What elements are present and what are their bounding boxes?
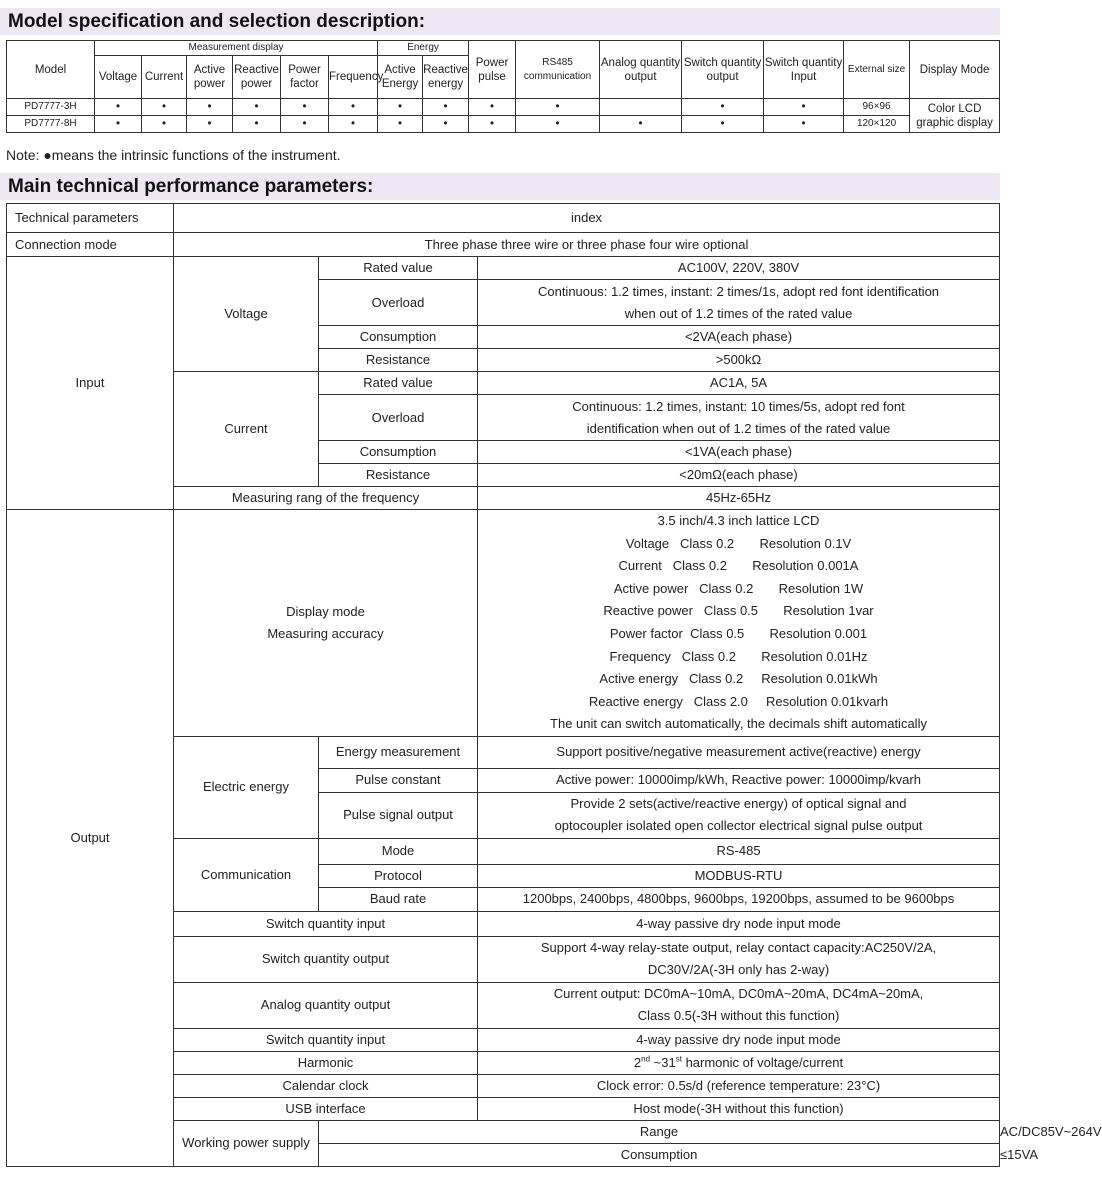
harmonic-part-c: harmonic of voltage/current [681, 1054, 844, 1070]
label-range: Range [319, 1120, 1000, 1143]
label-power-consumption: Consumption [319, 1143, 1000, 1166]
model-spec-table [6, 40, 1000, 133]
model-name: PD7777-8H [7, 116, 95, 133]
label-input: Input [7, 257, 174, 510]
label-energy-measurement: Energy measurement [319, 736, 478, 768]
label-electric-energy: Electric energy [174, 736, 319, 838]
label-switch-input: Switch quantity input [174, 911, 478, 936]
feature-dot: • [423, 116, 469, 133]
value-usb-interface: Host mode(-3H without this function) [478, 1097, 1000, 1120]
feature-dot: • [764, 99, 844, 116]
note-text: Note: ●means the intrinsic functions of the instrument. [6, 147, 341, 163]
label-consumption: Consumption [319, 441, 478, 464]
technical-params-table: Technical parameters index Connection mode Three phase three wire or three phase four wire optional Input Voltage Rated value AC100V, 220V, 380V Overload Continuous: 1.2 times, instant: 2 times/1s, adopt red font identification when out of 1.2 times of the rated value Consumption <2VA(each phase) Resistance >500kΩ Current Rated value AC1A, 5A Overload Continuous: 1.2 times, instant: 10 times/5s, adopt red font identification when out of 1.2 times of the rated value Consumption <1VA(each phase) Resistance <20mΩ(each phase) Measuring rang of the frequency 45Hz-65Hz Output Display mode Measuring accuracy 3.5 inch/4.3 inch lattice LCD Voltage Class 0.2 Resolution 0.1V Current Class 0.2 Resolution 0.001A Active power Class 0.2 Resolution 1W Reactive power Class 0.5 Resolution 1var Power factor Class 0.5 Resolution 0.001 Frequency Class 0.2 Resolution 0.01Hz Active energy Class 0.2 Resolution 0.01kWh Reactive energy Class 2.0 Resolution 0.01kvarh The unit can switch automatically, the decimals shift automatically Electric energy Energy measurement Support positive/negative measurement active(reactive) energy Pulse constant Active power: 10000imp/kWh, Reactive power: 10000imp/kvarh Pulse signal output Provide 2 sets(active/reactive energy) of optical signal and optocoupler isolated open collector electrical signal pulse output Communication Mode RS-485 Protocol MODBUS-RTU Baud rate 1200bps, 2400bps, 4800bps, 9600bps, 19200bps, assumed to be 9600bps Switch quantity input 4-way passive dry node input mode Switch quantity output Support 4-way relay-state output, relay contact capacity:AC250V/2A, DC30V/2A(-3H only has 2-way) Analog quantity output Current output: DC0mA~10mA, DC0mA~20mA, DC4mA~20mA, Class 0.5(-3H without this function) Switch quantity input 4-way passive dry node input mode Harmonic 2nd ~31st harmonic of voltage/current Calendar clock Clock error: 0.5s/d (reference temperature: 23°C) USB interface Host mode(-3H without this function) Working power supply Range AC/DC85V~264V Consumption ≤15VA [6, 203, 1000, 1167]
section-title-model-spec: Model specification and selection description: [0, 8, 1000, 35]
label-overload: Overload [319, 395, 478, 441]
feature-dot: • [682, 99, 764, 116]
feature-dot: • [233, 99, 281, 116]
feature-dot: • [516, 99, 600, 116]
label-resistance: Resistance [319, 464, 478, 487]
feature-dot: • [469, 116, 516, 133]
current-overload-line2: identification when out of 1.2 times of the rated value [586, 420, 891, 436]
label-rated-value: Rated value [319, 257, 478, 280]
voltage-overload-line2: when out of 1.2 times of the rated value [624, 305, 853, 321]
value-current-consumption: <1VA(each phase) [478, 441, 1000, 464]
label-resistance: Resistance [319, 349, 478, 372]
value-switch-input-2: 4-way passive dry node input mode [478, 1028, 1000, 1051]
header-energy: Energy [378, 41, 469, 56]
switch-output-line1: Support 4-way relay-state output, relay contact capacity:AC250V/2A, [540, 940, 937, 956]
value-voltage-consumption: <2VA(each phase) [478, 326, 1000, 349]
accuracy-line: Voltage Class 0.2 Resolution 0.1V [625, 535, 852, 551]
display-mode-value: Color LCD graphic display [910, 99, 1000, 133]
feature-dot: • [423, 99, 469, 116]
harmonic-part-b: ~31 [650, 1054, 676, 1070]
feature-dot: • [233, 116, 281, 133]
feature-dot: • [187, 116, 233, 133]
analog-output-line2: Class 0.5(-3H without this function) [637, 1008, 840, 1024]
label-switch-output: Switch quantity output [174, 936, 478, 982]
header-voltage: Voltage [95, 56, 142, 99]
value-harmonic [478, 1051, 1000, 1074]
label-rated-value: Rated value [319, 372, 478, 395]
label-working-power-supply: Working power supply [174, 1120, 319, 1166]
header-switch-input: Switch quantity Input [764, 41, 844, 99]
accuracy-line: 3.5 inch/4.3 inch lattice LCD [657, 513, 820, 528]
header-power-factor: Power factor [281, 56, 329, 99]
value-current-resistance: <20mΩ(each phase) [478, 464, 1000, 487]
feature-dot: • [378, 99, 423, 116]
value-calendar-clock: Clock error: 0.5s/d (reference temperature: 23°C) [478, 1074, 1000, 1097]
feature-dot: • [378, 116, 423, 133]
header-external-size: External size [844, 41, 910, 99]
table-row [7, 99, 1000, 116]
header-active-energy: Active Energy [378, 56, 423, 99]
header-model: Model [7, 41, 95, 99]
header-reactive-energy: Reactive energy [423, 56, 469, 99]
value-accuracy-list [478, 510, 1000, 737]
value-mode: RS-485 [478, 838, 1000, 864]
label-switch-input-2: Switch quantity input [174, 1028, 478, 1051]
value-protocol: MODBUS-RTU [478, 864, 1000, 887]
accuracy-line: Power factor Class 0.5 Resolution 0.001 [609, 625, 868, 641]
label-protocol: Protocol [319, 864, 478, 887]
current-overload-line1: Continuous: 1.2 times, instant: 10 times/5s, adopt red font [572, 398, 905, 414]
label-display-accuracy [174, 510, 478, 737]
accuracy-line: Active power Class 0.2 Resolution 1W [613, 580, 864, 596]
accuracy-line: Frequency Class 0.2 Resolution 0.01Hz [609, 648, 868, 664]
header-frequency: Frequency [329, 56, 378, 99]
header-switch-output: Switch quantity output [682, 41, 764, 99]
feature-dot: • [281, 99, 329, 116]
header-display-mode: Display Mode [910, 41, 1000, 99]
accuracy-line: The unit can switch automatically, the decimals shift automatically [550, 716, 927, 732]
feature-dot: • [187, 99, 233, 116]
value-pulse-signal-output [478, 792, 1000, 838]
label-calendar-clock: Calendar clock [174, 1074, 478, 1097]
label-mode: Mode [319, 838, 478, 864]
value-switch-input: 4-way passive dry node input mode [478, 911, 1000, 936]
label-current: Current [174, 372, 319, 487]
feature-dot: • [142, 99, 187, 116]
feature-dot: • [142, 116, 187, 133]
value-frequency-range: 45Hz-65Hz [478, 487, 1000, 510]
value-current-overload [478, 395, 1000, 441]
header-analog-output: Analog quantity output [600, 41, 682, 99]
value-current-rated: AC1A, 5A [478, 372, 1000, 395]
value-baud-rate: 1200bps, 2400bps, 4800bps, 9600bps, 19200bps, assumed to be 9600bps [478, 887, 1000, 911]
accuracy-line: Reactive power Class 0.5 Resolution 1var [603, 603, 874, 619]
feature-dot: • [329, 116, 378, 133]
feature-dot: • [600, 116, 682, 133]
harmonic-sup-b: st [675, 1054, 682, 1064]
label-consumption: Consumption [319, 326, 478, 349]
feature-dot: • [329, 99, 378, 116]
feature-dot: • [764, 116, 844, 133]
feature-dot: • [469, 99, 516, 116]
analog-output-line1: Current output: DC0mA~10mA, DC0mA~20mA, DC4mA~20mA, [553, 986, 924, 1002]
label-frequency-range: Measuring rang of the frequency [174, 487, 478, 510]
label-pulse-signal-output: Pulse signal output [319, 792, 478, 838]
header-reactive-power: Reactive power [233, 56, 281, 99]
header-measurement-display: Measurement display [95, 41, 378, 56]
pulse-signal-line1: Provide 2 sets(active/reactive energy) of optical signal and [570, 796, 907, 812]
feature-dot: • [95, 99, 142, 116]
accuracy-line: Active energy Class 0.2 Resolution 0.01kWh [599, 671, 878, 687]
value-switch-output [478, 936, 1000, 982]
section-title-technical-params: Main technical performance parameters: [0, 173, 1000, 200]
label-usb-interface: USB interface [174, 1097, 478, 1120]
external-size: 96×96 [844, 99, 910, 116]
feature-dot: • [516, 116, 600, 133]
value-voltage-rated: AC100V, 220V, 380V [478, 257, 1000, 280]
header-index: index [174, 204, 1000, 233]
pulse-signal-line2: optocoupler isolated open collector electrical signal pulse output [554, 818, 923, 834]
label-voltage: Voltage [174, 257, 319, 372]
external-size: 120×120 [844, 116, 910, 133]
label-display-mode: Display mode [286, 603, 365, 619]
harmonic-part-a: 2 [633, 1054, 642, 1070]
feature-dot: • [95, 116, 142, 133]
switch-output-line2: DC30V/2A(-3H only has 2-way) [647, 962, 830, 978]
value-voltage-resistance: >500kΩ [478, 349, 1000, 372]
value-analog-output [478, 982, 1000, 1028]
label-pulse-constant: Pulse constant [319, 768, 478, 792]
table-row [7, 116, 1000, 133]
label-harmonic: Harmonic [174, 1051, 478, 1074]
label-connection-mode: Connection mode [7, 233, 174, 257]
label-output: Output [7, 510, 174, 1167]
label-measuring-accuracy: Measuring accuracy [267, 625, 384, 641]
model-name: PD7777-3H [7, 99, 95, 116]
label-baud-rate: Baud rate [319, 887, 478, 911]
header-rs485: RS485 communication [516, 41, 600, 99]
accuracy-line: Reactive energy Class 2.0 Resolution 0.01kvarh [588, 693, 889, 709]
accuracy-line: Current Class 0.2 Resolution 0.001A [618, 558, 859, 574]
header-active-power: Active power [187, 56, 233, 99]
feature-dot: • [682, 116, 764, 133]
label-overload: Overload [319, 280, 478, 326]
value-voltage-overload [478, 280, 1000, 326]
voltage-overload-line1: Continuous: 1.2 times, instant: 2 times/1s, adopt red font identification [537, 283, 940, 299]
value-connection-mode: Three phase three wire or three phase four wire optional [174, 233, 1000, 257]
value-energy-measurement: Support positive/negative measurement active(reactive) energy [478, 736, 1000, 768]
label-communication: Communication [174, 838, 319, 911]
value-pulse-constant: Active power: 10000imp/kWh, Reactive power: 10000imp/kvarh [478, 768, 1000, 792]
header-power-pulse: Power pulse [469, 41, 516, 99]
header-technical-parameters: Technical parameters [7, 204, 174, 233]
feature-dot: • [281, 116, 329, 133]
header-current: Current [142, 56, 187, 99]
label-analog-output: Analog quantity output [174, 982, 478, 1028]
feature-empty [600, 99, 682, 116]
harmonic-sup-a: nd [641, 1054, 651, 1064]
